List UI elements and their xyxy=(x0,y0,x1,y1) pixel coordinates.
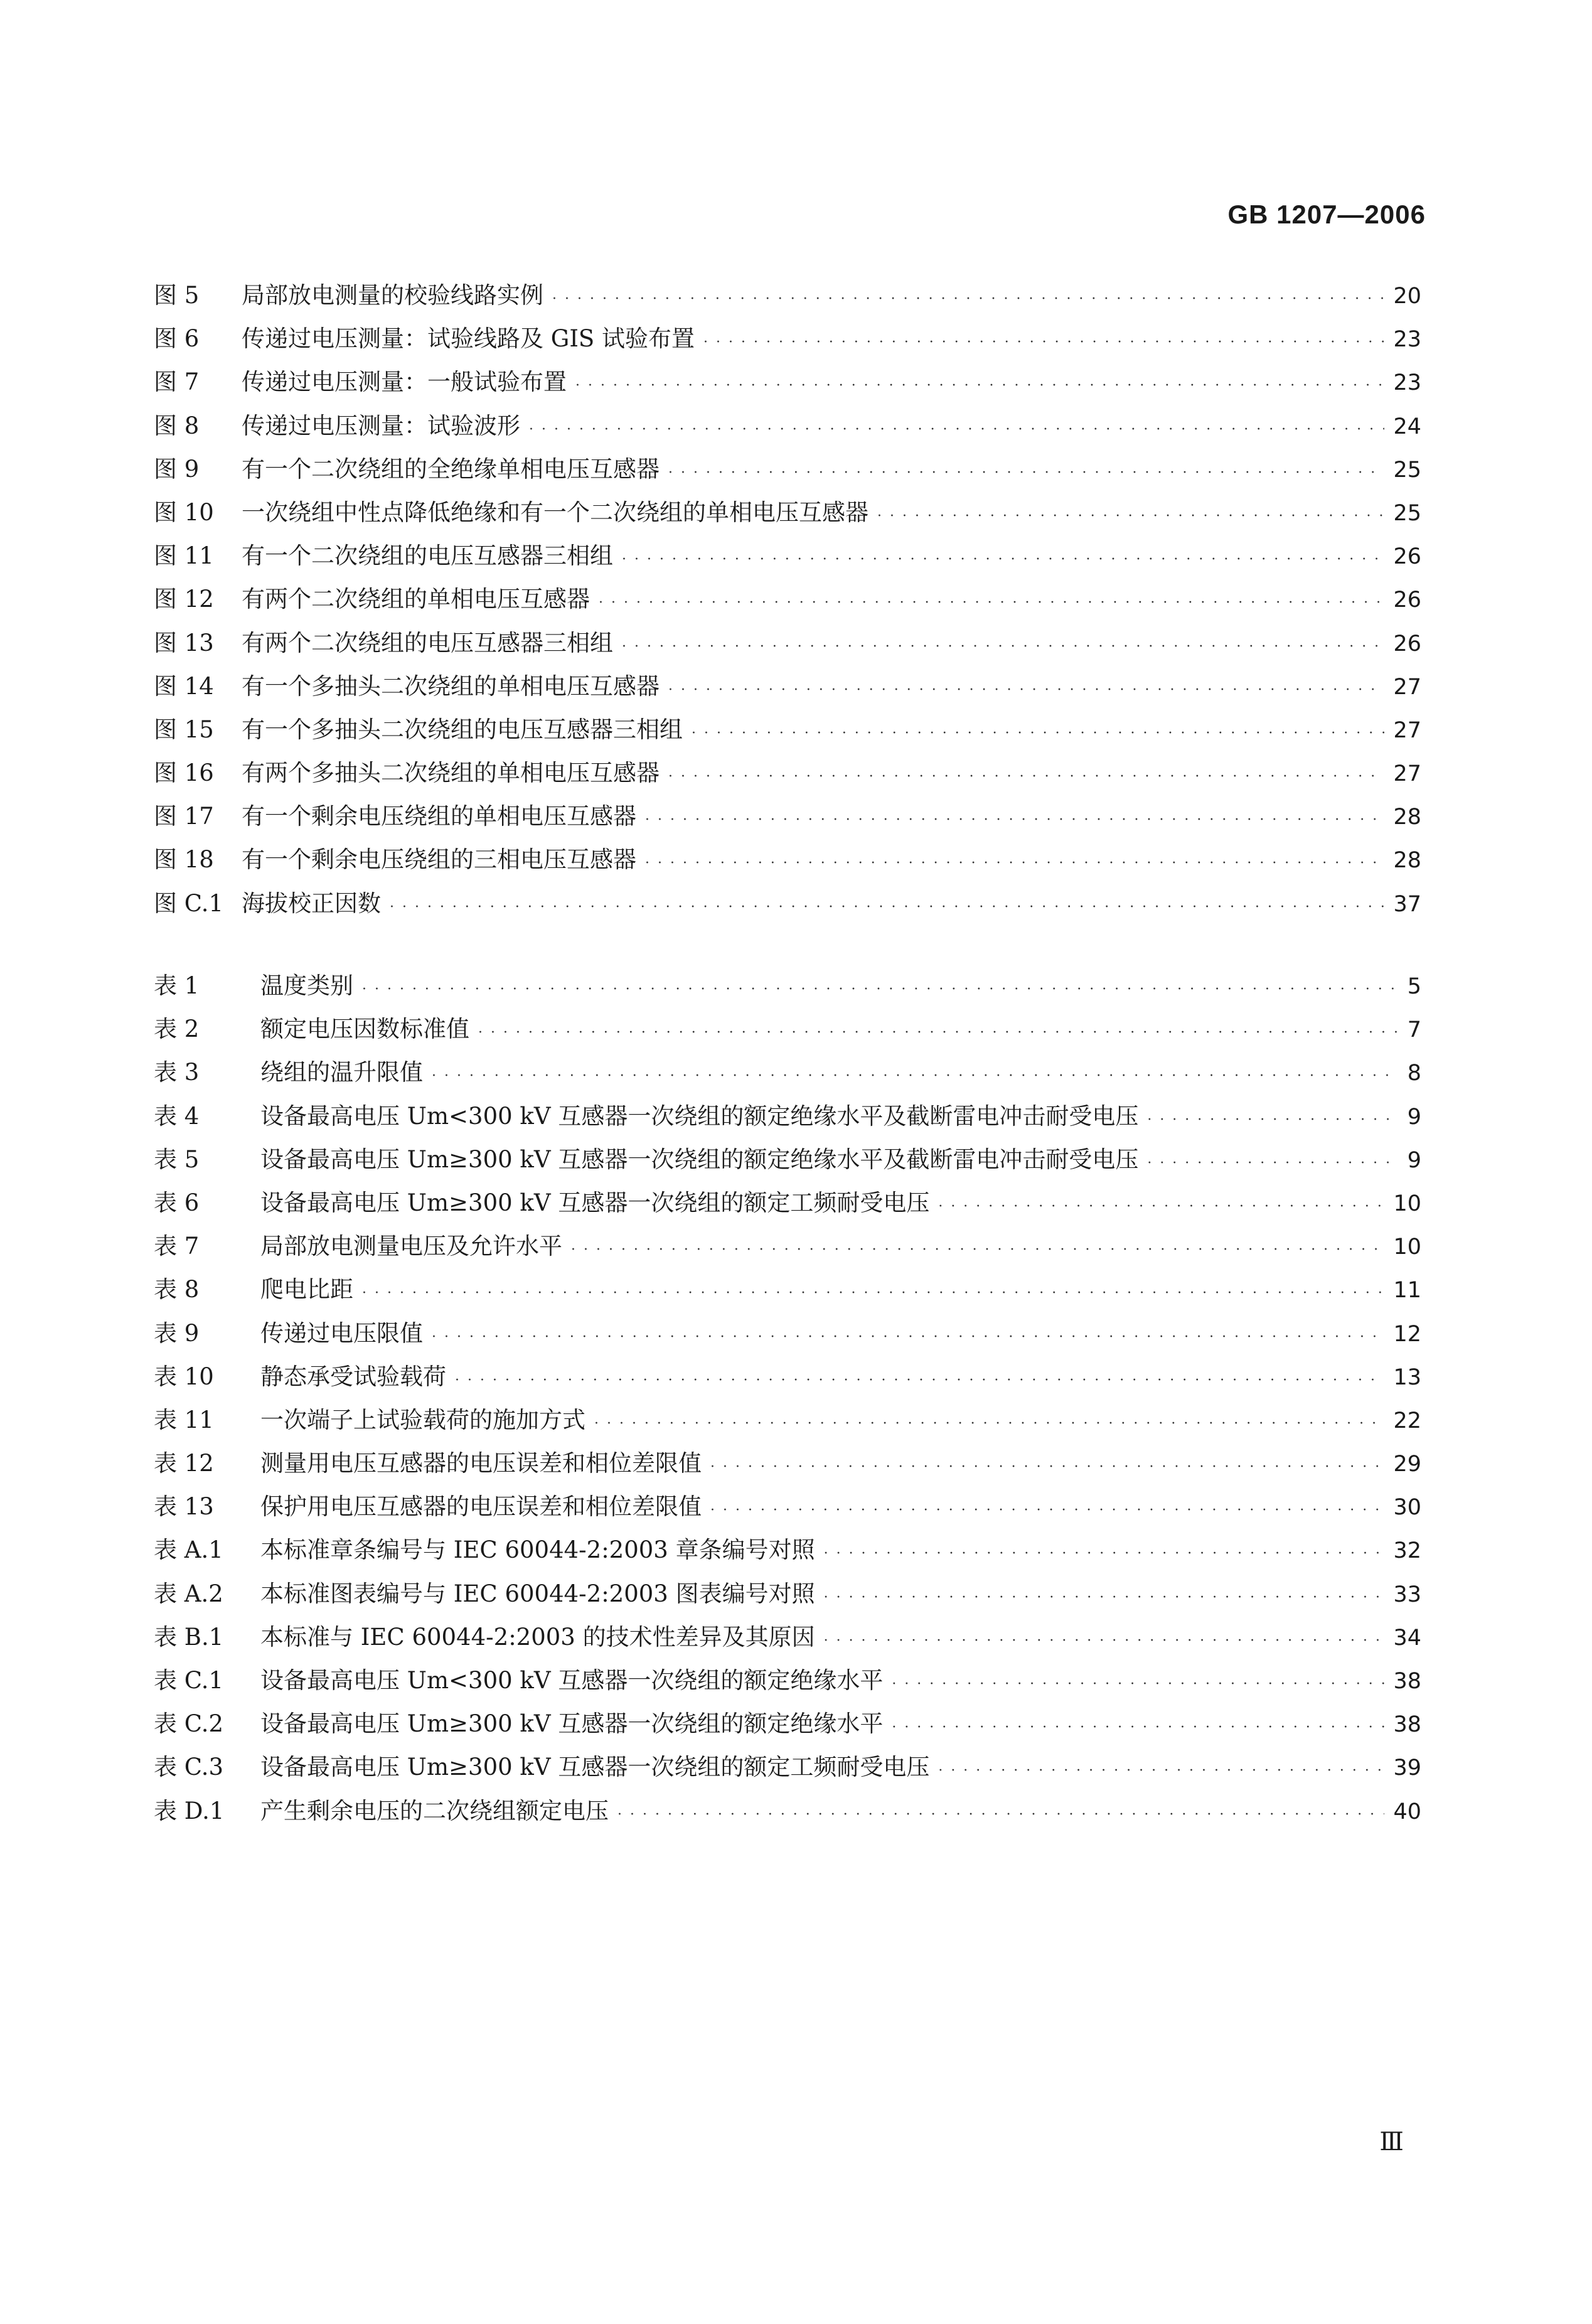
figure-label: 图 7 xyxy=(154,368,200,396)
table-entry[interactable] xyxy=(154,1010,1421,1053)
figure-entry[interactable] xyxy=(154,363,1421,406)
figure-label: 图 10 xyxy=(154,498,214,526)
table-page-number: 9 xyxy=(1407,1147,1421,1173)
table-page-number: 8 xyxy=(1407,1061,1421,1086)
figure-label: 图 16 xyxy=(154,759,214,787)
table-entry[interactable] xyxy=(154,1705,1421,1748)
table-title: 设备最高电压 Um≥300 kV 互感器一次绕组的额定工频耐受电压 xyxy=(260,1189,930,1216)
figure-entry[interactable] xyxy=(154,493,1421,537)
dot-leader xyxy=(645,812,1384,828)
figure-page-number: 26 xyxy=(1393,544,1421,570)
table-page-number: 29 xyxy=(1393,1452,1421,1477)
table-page-number: 38 xyxy=(1393,1669,1421,1694)
table-label: 表 C.1 xyxy=(154,1667,224,1694)
table-label: 表 C.2 xyxy=(154,1710,224,1738)
table-page-number: 30 xyxy=(1393,1495,1421,1521)
figure-title: 海拔校正因数 xyxy=(242,889,381,917)
table-label: 表 11 xyxy=(154,1406,214,1433)
table-title: 一次端子上试验载荷的施加方式 xyxy=(260,1406,585,1433)
table-label: 表 A.1 xyxy=(154,1536,223,1564)
table-label: 表 6 xyxy=(154,1189,200,1216)
figure-entry[interactable] xyxy=(154,537,1421,580)
dot-leader xyxy=(575,378,1384,394)
figure-title: 有一个二次绕组的电压互感器三相组 xyxy=(242,542,613,570)
table-title: 保护用电压互感器的电压误差和相位差限值 xyxy=(260,1493,702,1521)
table-title: 本标准图表编号与 IEC 60044-2:2003 图表编号对照 xyxy=(260,1580,815,1607)
figure-entry[interactable] xyxy=(154,407,1421,450)
dot-leader xyxy=(571,1242,1384,1258)
table-entry[interactable] xyxy=(154,1487,1421,1531)
dot-leader xyxy=(599,595,1384,611)
figure-title: 传递过电压测量：试验波形 xyxy=(242,412,520,439)
figure-page-number: 25 xyxy=(1393,457,1421,483)
dot-leader xyxy=(938,1763,1384,1779)
table-label: 表 4 xyxy=(154,1102,200,1130)
dot-leader xyxy=(668,769,1384,784)
figure-label: 图 18 xyxy=(154,846,214,874)
table-entry[interactable] xyxy=(154,1444,1421,1487)
figure-page-number: 25 xyxy=(1393,500,1421,526)
figure-entry[interactable] xyxy=(154,276,1421,319)
table-entry[interactable] xyxy=(154,1053,1421,1096)
table-title: 额定电压因数标准值 xyxy=(260,1015,469,1043)
figure-label: 图 15 xyxy=(154,715,214,743)
dot-leader xyxy=(622,552,1384,567)
table-title: 本标准与 IEC 60044-2:2003 的技术性差异及其原因 xyxy=(260,1623,815,1651)
figure-page-number: 37 xyxy=(1393,891,1421,917)
document-code: GB 1207—2006 xyxy=(1227,200,1426,229)
table-page-number: 12 xyxy=(1393,1321,1421,1347)
figure-page-number: 27 xyxy=(1393,761,1421,787)
table-entry[interactable] xyxy=(154,1792,1421,1835)
figure-title: 有两个二次绕组的单相电压互感器 xyxy=(242,586,590,613)
dot-leader xyxy=(824,1546,1385,1561)
figure-title: 传递过电压测量：试验线路及 GIS 试验布置 xyxy=(242,325,695,353)
table-entry[interactable] xyxy=(154,1748,1421,1791)
table-title: 温度类别 xyxy=(260,972,353,999)
figure-entry[interactable] xyxy=(154,754,1421,797)
table-entry[interactable] xyxy=(154,1531,1421,1574)
dot-leader xyxy=(432,1068,1399,1084)
figure-title: 有一个多抽头二次绕组的单相电压互感器 xyxy=(242,672,660,700)
dot-leader xyxy=(892,1720,1384,1735)
figure-title: 一次绕组中性点降低绝缘和有一个二次绕组的单相电压互感器 xyxy=(242,498,868,526)
table-label: 表 B.1 xyxy=(154,1623,224,1651)
figure-page-number: 27 xyxy=(1393,674,1421,700)
figure-title: 有一个剩余电压绕组的单相电压互感器 xyxy=(242,803,636,830)
table-title: 测量用电压互感器的电压误差和相位差限值 xyxy=(260,1450,702,1477)
figure-page-number: 24 xyxy=(1393,414,1421,439)
figure-list xyxy=(154,276,1421,928)
table-page-number: 32 xyxy=(1393,1538,1421,1564)
figure-entry[interactable] xyxy=(154,624,1421,667)
table-label: 表 1 xyxy=(154,972,200,999)
dot-leader xyxy=(1147,1155,1398,1171)
table-entry[interactable] xyxy=(154,1618,1421,1661)
table-entry[interactable] xyxy=(154,1227,1421,1270)
table-title: 局部放电测量电压及允许水平 xyxy=(260,1233,562,1260)
table-page-number: 34 xyxy=(1393,1625,1421,1651)
figure-entry[interactable] xyxy=(154,667,1421,710)
dot-leader xyxy=(622,639,1384,655)
dot-leader xyxy=(877,508,1384,524)
table-page-number: 7 xyxy=(1407,1017,1421,1043)
dot-leader xyxy=(594,1416,1384,1432)
figure-page-number: 26 xyxy=(1393,587,1421,613)
figure-page-number: 27 xyxy=(1393,717,1421,743)
table-entry[interactable] xyxy=(154,1314,1421,1357)
figure-entry[interactable] xyxy=(154,797,1421,840)
figure-title: 有两个二次绕组的电压互感器三相组 xyxy=(242,629,613,656)
table-entry[interactable] xyxy=(154,1575,1421,1618)
table-page-number: 22 xyxy=(1393,1408,1421,1433)
figure-page-number: 23 xyxy=(1393,370,1421,396)
dot-leader xyxy=(432,1329,1384,1345)
dot-leader xyxy=(362,982,1399,997)
dot-leader xyxy=(892,1676,1384,1692)
table-label: 表 9 xyxy=(154,1319,200,1347)
figure-entry[interactable] xyxy=(154,450,1421,493)
table-label: 表 2 xyxy=(154,1015,200,1043)
dot-leader xyxy=(710,1459,1384,1475)
figure-page-number: 20 xyxy=(1393,284,1421,309)
table-title: 爬电比距 xyxy=(260,1276,353,1304)
dot-leader xyxy=(617,1807,1384,1823)
table-title: 静态承受试验载荷 xyxy=(260,1363,446,1390)
figure-page-number: 28 xyxy=(1393,805,1421,830)
dot-leader xyxy=(455,1373,1384,1388)
dot-leader xyxy=(692,726,1384,741)
table-title: 设备最高电压 Um≥300 kV 互感器一次绕组的额定绝缘水平 xyxy=(260,1710,884,1738)
figure-label: 图 8 xyxy=(154,412,200,439)
table-label: 表 8 xyxy=(154,1276,200,1304)
table-label: 表 7 xyxy=(154,1233,200,1260)
figure-label: 图 5 xyxy=(154,282,200,309)
dot-leader xyxy=(668,465,1384,481)
table-title: 设备最高电压 Um<300 kV 互感器一次绕组的额定绝缘水平及截断雷电冲击耐受电压 xyxy=(260,1102,1139,1130)
dot-leader xyxy=(824,1633,1385,1649)
table-label: 表 A.2 xyxy=(154,1580,223,1607)
table-label: 表 C.3 xyxy=(154,1754,224,1781)
table-entry[interactable] xyxy=(154,1270,1421,1314)
table-title: 传递过电压限值 xyxy=(260,1319,423,1347)
table-entry[interactable] xyxy=(154,1357,1421,1401)
figure-entry[interactable] xyxy=(154,319,1421,363)
dot-leader xyxy=(478,1025,1399,1041)
figure-title: 局部放电测量的校验线路实例 xyxy=(242,282,543,309)
table-title: 本标准章条编号与 IEC 60044-2:2003 章条编号对照 xyxy=(260,1536,815,1564)
figure-entry[interactable] xyxy=(154,840,1421,884)
dot-leader xyxy=(390,899,1384,915)
figure-title: 有一个剩余电压绕组的三相电压互感器 xyxy=(242,846,636,874)
figure-entry[interactable] xyxy=(154,710,1421,754)
figure-entry[interactable] xyxy=(154,884,1421,928)
figure-label: 图 11 xyxy=(154,542,214,570)
table-page-number: 10 xyxy=(1393,1191,1421,1216)
dot-leader xyxy=(703,335,1384,350)
figure-title: 有两个多抽头二次绕组的单相电压互感器 xyxy=(242,759,660,787)
table-page-number: 13 xyxy=(1393,1364,1421,1390)
figure-label: 图 13 xyxy=(154,629,214,656)
table-label: 表 13 xyxy=(154,1493,214,1521)
table-entry[interactable] xyxy=(154,1140,1421,1184)
table-label: 表 3 xyxy=(154,1059,200,1086)
figure-page-number: 23 xyxy=(1393,327,1421,353)
figure-label: 图 9 xyxy=(154,455,200,483)
table-page-number: 9 xyxy=(1407,1104,1421,1130)
figure-page-number: 28 xyxy=(1393,848,1421,874)
table-entry[interactable] xyxy=(154,1401,1421,1444)
table-page-number: 40 xyxy=(1393,1799,1421,1824)
table-label: 表 D.1 xyxy=(154,1797,225,1824)
table-page-number: 11 xyxy=(1393,1278,1421,1304)
table-title: 绕组的温升限值 xyxy=(260,1059,423,1086)
dot-leader xyxy=(552,291,1384,307)
dot-leader xyxy=(938,1199,1384,1214)
figure-label: 图 12 xyxy=(154,586,214,613)
table-title: 产生剩余电压的二次绕组额定电压 xyxy=(260,1797,609,1824)
table-page-number: 5 xyxy=(1407,974,1421,999)
dot-leader xyxy=(362,1285,1384,1301)
figure-entry[interactable] xyxy=(154,580,1421,623)
table-title: 设备最高电压 Um≥300 kV 互感器一次绕组的额定绝缘水平及截断雷电冲击耐受电压 xyxy=(260,1145,1139,1173)
table-page-number: 38 xyxy=(1393,1712,1421,1738)
dot-leader xyxy=(710,1502,1384,1518)
table-label: 表 12 xyxy=(154,1450,214,1477)
table-label: 表 5 xyxy=(154,1145,200,1173)
table-entry[interactable] xyxy=(154,1661,1421,1705)
figure-title: 有一个二次绕组的全绝缘单相电压互感器 xyxy=(242,455,660,483)
figure-label: 图 17 xyxy=(154,803,214,830)
dot-leader xyxy=(645,855,1384,871)
page-number: Ⅲ xyxy=(1379,2128,1404,2156)
table-title: 设备最高电压 Um<300 kV 互感器一次绕组的额定绝缘水平 xyxy=(260,1667,884,1694)
table-page-number: 33 xyxy=(1393,1582,1421,1607)
table-page-number: 39 xyxy=(1393,1755,1421,1781)
figure-title: 有一个多抽头二次绕组的电压互感器三相组 xyxy=(242,715,683,743)
dot-leader xyxy=(824,1590,1385,1605)
table-title: 设备最高电压 Um≥300 kV 互感器一次绕组的额定工频耐受电压 xyxy=(260,1754,930,1781)
table-label: 表 10 xyxy=(154,1363,214,1390)
table-entry[interactable] xyxy=(154,1097,1421,1140)
figure-page-number: 26 xyxy=(1393,631,1421,656)
figure-label: 图 C.1 xyxy=(154,889,224,917)
table-entry[interactable] xyxy=(154,1184,1421,1227)
table-entry[interactable] xyxy=(154,967,1421,1010)
table-page-number: 10 xyxy=(1393,1234,1421,1260)
figure-label: 图 14 xyxy=(154,672,214,700)
dot-leader xyxy=(529,422,1384,437)
table-list xyxy=(154,967,1421,1835)
dot-leader xyxy=(1147,1112,1398,1128)
dot-leader xyxy=(668,682,1384,698)
figure-title: 传递过电压测量：一般试验布置 xyxy=(242,368,567,396)
figure-label: 图 6 xyxy=(154,325,200,353)
